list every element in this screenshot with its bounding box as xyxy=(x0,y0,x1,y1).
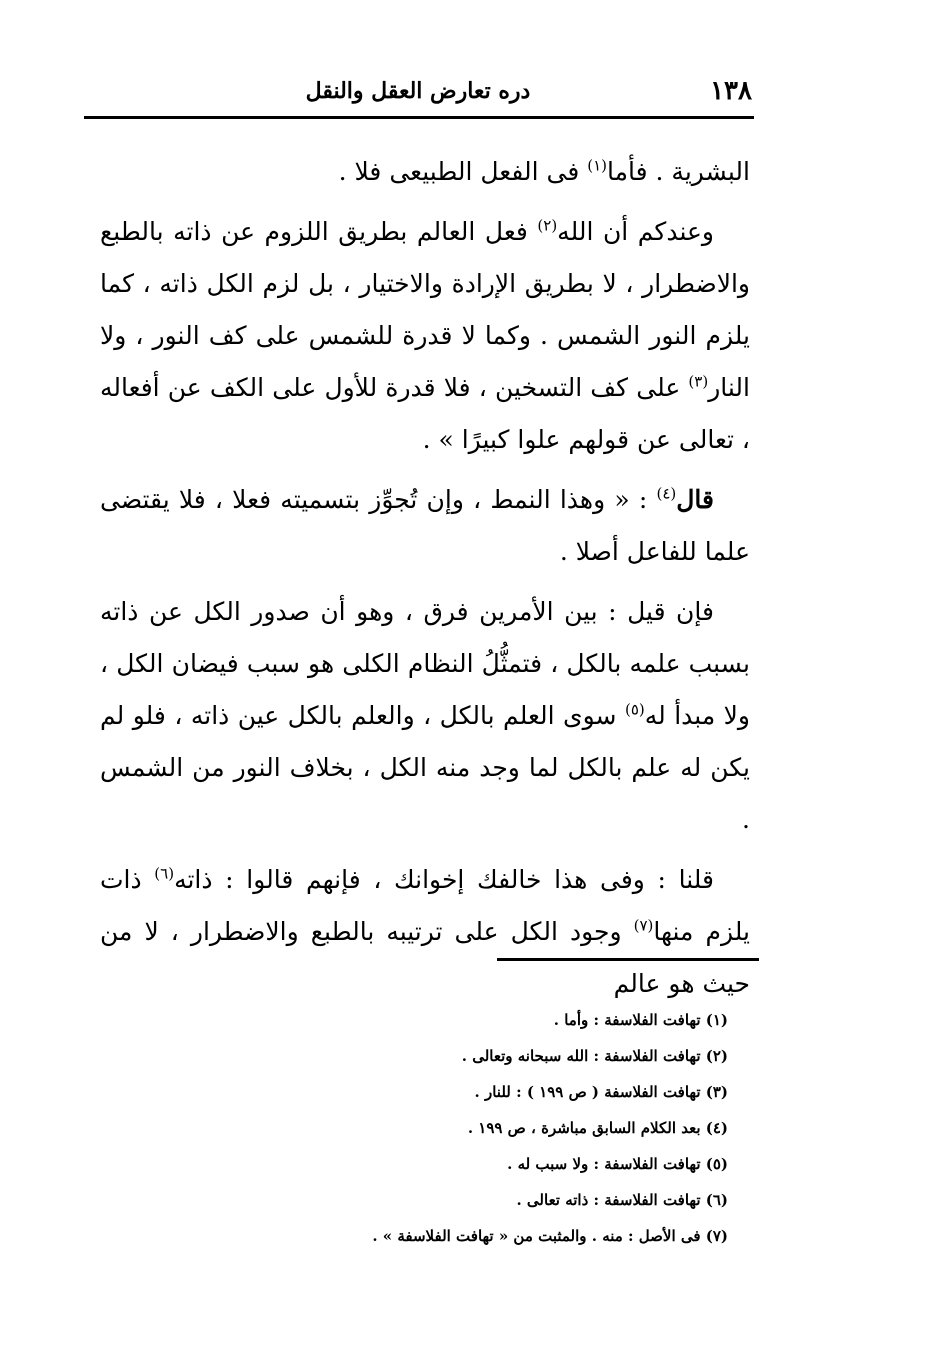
footnote-7: (٧) فى الأصل : منه . والمثبت من « تهافت الفلاسفة » . xyxy=(372,1227,728,1245)
footnotes xyxy=(300,1002,728,1254)
footnote-ref[interactable]: (٣) xyxy=(688,372,709,391)
footnote-4: (٤) بعد الكلام السابق مباشرة ، ص ١٩٩ . xyxy=(467,1119,728,1137)
paragraph-4: فإن قيل : بين الأمرين فرق ، وهو أن صدور الكل عن ذاته بسبب علمه بالكل ، فتمثُّلُ النظام الكلى هو سبب فيضان الكل ، ولا مبدأ له$^{(٥)}$ سوى العلم بالكل ، والعلم بالكل عين ذاته ، فلو لم يكن له علم بالكل لما وجد منه الكل ، بخلاف النور من الشمس . xyxy=(100,597,751,834)
footnote-1: (١) تهافت الفلاسفة : وأما . xyxy=(553,1011,728,1029)
footnote-rule xyxy=(497,958,759,961)
footnote-6: (٦) تهافت الفلاسفة : ذاته تعالى . xyxy=(516,1191,728,1209)
footnote-2: (٢) تهافت الفلاسفة : الله سبحانه وتعالى . xyxy=(461,1047,728,1065)
footnote-5: (٥) تهافت الفلاسفة : ولا سبب له . xyxy=(507,1155,728,1173)
footnote-ref[interactable]: (٥) xyxy=(624,700,645,719)
body-text xyxy=(100,146,750,1018)
header-rule xyxy=(84,116,754,119)
footnote-ref[interactable]: (٤) xyxy=(656,484,677,503)
qala-label: قال xyxy=(676,485,714,514)
paragraph-3: قال$^{(٤)}$ : « وهذا النمط ، وإن تُجوِّز بتسميته فعلا ، فلا يقتضى علما للفاعل أصلا . xyxy=(100,484,750,566)
paragraph-2: وعندكم أن الله$^{(٢)}$ فعل العالم بطريق اللزوم عن ذاته بالطبع والاضطرار ، لا بطريق الإرادة والاختيار ، بل لزم الكل ذاته ، كما يلزم النور الشمس . وكما لا قدرة للشمس على كف النور ، ولا النار$^{(٣)}$ على كف التسخين ، فلا قدرة للأول على الكف عن أفعاله ، تعالى عن قولهم علوا كبيرًا » . xyxy=(100,216,750,454)
footnote-ref[interactable]: (١) xyxy=(587,156,608,175)
paragraph-5: قلنا : وفى هذا خالفك إخوانك ، فإنهم قالوا : ذاته$^{(٦)}$ ذات يلزم منها$^{(٧)}$ وجود الكل على ترتيبه بالطبع والاضطرار ، لا من حيث هو عالم xyxy=(100,864,750,998)
footnote-ref[interactable]: (٢) xyxy=(537,216,558,235)
footnote-ref[interactable]: (٦) xyxy=(154,864,175,883)
page-number: ١٣٨ xyxy=(710,76,752,106)
page-header xyxy=(84,70,752,110)
footnote-ref[interactable]: (٧) xyxy=(633,916,654,935)
footnote-3: (٣) تهافت الفلاسفة ( ص ١٩٩ ) : للنار . xyxy=(474,1083,728,1101)
running-title: دره تعارض العقل والنقل xyxy=(305,78,531,104)
paragraph-1: البشرية . فأما$^{(١)}$ فى الفعل الطبيعى فلا . xyxy=(338,156,750,186)
